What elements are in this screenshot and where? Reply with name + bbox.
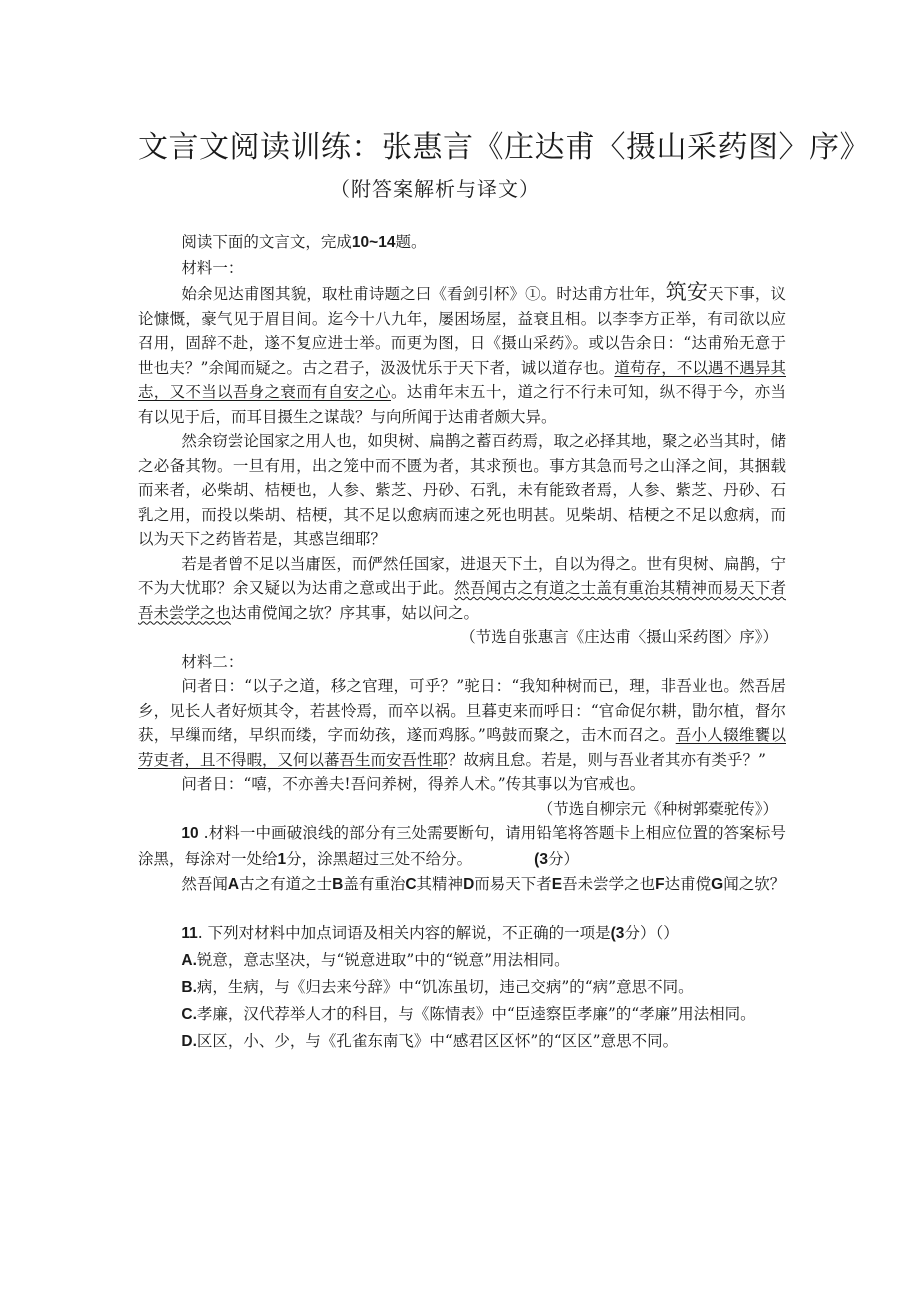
question-11-option-d: D.区区，小、少，与《孔雀东南飞》中“感君区区怀”的“区区”意思不同。 [181, 1031, 679, 1050]
material1-paragraph-2: 然余窃尝论国家之用人也，如臾树、扁鹊之蓄百药焉，取之必择其地，聚之必当其时，储之必备其物。一旦有用，出之笼中而不匮为者，其求预也。事方其急而号之山泽之间，其捆载而来者，必柴胡、桔梗也，人参、紫芝、丹砂、石乳，未有能致者焉，人参、紫芝、丹砂、石乳之用，而投以柴胡、桔梗，其不足以愈病而速之死也明甚。见柴胡、桔梗之不足以愈病，而以为天下之药皆若是，其惑岂细耶？ [138, 432, 786, 548]
question-11 [138, 920, 786, 1055]
material2-paragraph-2: 问者日：“嘻，不亦善夫!吾问养树，得养人术。”传其事以为官戒也。 [181, 775, 646, 793]
material1-paragraph-3: 若是者曾不足以当庸医，而俨然任国家，进退天下土，自以为得之。世有臾树、扁鹊，宁不为大忧耶？余又疑以为达甫之意或出于此。然吾闻古之有道之士盖有重治其精神而易天下者吾未尝学之也达甫傥闻之欤？序其事，姑以问之。 [138, 554, 786, 622]
question-10: 10 .材料一中画破浪线的部分有三处需要断句，请用铅笔将答题卡上相应位置的答案标号涂黑，每涂对一处给1分，涂黑超过三处不给分。 (3分） [138, 824, 786, 868]
question-11-option-a: A.锐意，意志坚决，与“锐意进取”中的“锐意”用法相同。 [181, 950, 570, 969]
material1-label: 材料一： [181, 258, 244, 277]
question-11-option-b: B.病，生病，与《归去来兮辞》中“饥冻虽切，违己交病”的“病”意思不同。 [181, 977, 694, 996]
material1-source: （节选自张惠言《庄达甫〈摄山采药图〉序》） [460, 628, 778, 646]
document-body [138, 230, 786, 1055]
material2-paragraph-1: 问者日：“以子之道，移之官理，可乎？”驼日：“我知种树而已，理，非吾业也。然吾居乡，见长人者好烦其令，若甚怜焉，而卒以祸。旦暮吏来而呼日：“官命促尔耕，勖尔植，督尔获，早缫而绪，早织而缕，字而幼孩，遂而鸡豚。”鸣鼓而聚之，击木而召之。吾小人辍维饔以劳吏者，且不得暇，又何以蕃吾生而安吾性耶？故病且怠。若是，则与吾业者其亦有类乎？” [138, 677, 786, 769]
material2-label: 材料二： [181, 652, 244, 671]
wavy-underlined-sentence: 然吾闻古之有道之士盖有重治其精神而易天下者吾未尝学之也 [138, 579, 786, 622]
question-11-stem: 11. 下列对材料中加点词语及相关内容的解说，不正确的一项是(3分）（） [181, 923, 679, 942]
page-title: 文言文阅读训练：张惠言《庄达甫〈摄山采药图〉序》 [138, 130, 870, 165]
question-10-options: 然吾闻A古之有道之士B盖有重治C其精神D而易天下者E吾未尝学之也F达甫傥G闻之欤？ [181, 875, 786, 893]
underlined-sentence: 吾小人辍维饔以劳吏者，且不得暇，又何以蕃吾生而安吾性耶 [138, 726, 786, 769]
material1-paragraph-1: 始余见达甫图其貌，取杜甫诗题之曰《看剑引杯》①。时达甫方壮年，筑安天下事，议论慷慨，豪气见于眉目间。迄今十八九年，屡困场屋，益衰且相。以李李方正举，有司欲以应召用，固辞不赴，遂不复应进士举。而更为图，日《摄山采药》。或以告余日：“达甫殆无意于世也夫？”余闻而疑之。古之君子，汲汲忧乐于天下者，诚以道存也。道苟存，不以遇不遇异其志，又不当以吾身之衰而有自安之心。达甫年末五十，道之行不行未可知，纵不得于今，亦当有以见于后，而耳目摄生之谋哉？与向所闻于达甫者颇大异。 [138, 280, 786, 426]
question-11-option-c: C.孝廉，汉代荐举人才的科目，与《陈情表》中“臣逵察臣孝廉”的“孝廉”用法相同。 [181, 1004, 756, 1023]
instruction: 阅读下面的文言文，完成10~14题。 [181, 233, 427, 251]
page-subtitle: （附答案解析与译文） [330, 177, 540, 201]
underlined-sentence: 道苟存，不以遇不遇异其志，又不当以吾身之衰而有自安之心 [138, 358, 786, 401]
material2-source: （节选自柳宗元《种树郭橐驼传》） [537, 799, 778, 818]
